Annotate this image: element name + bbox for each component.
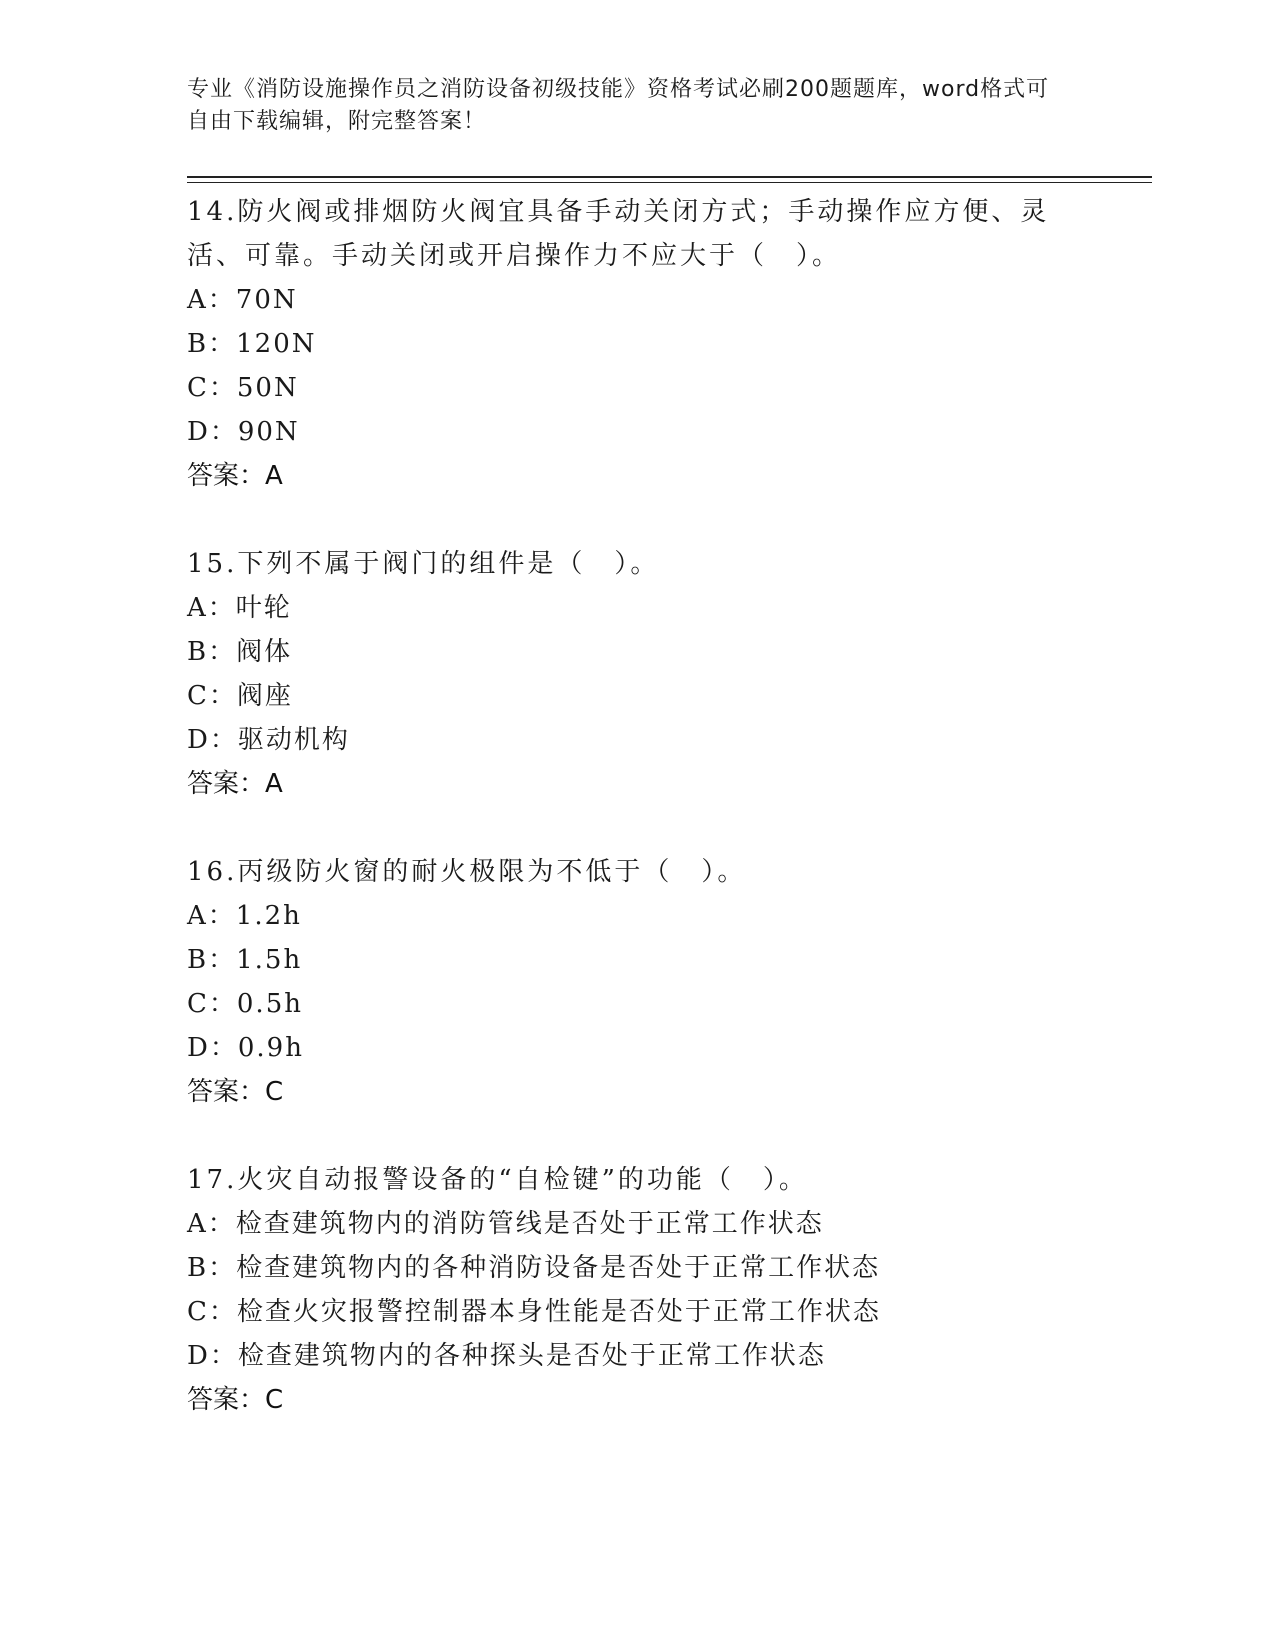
answer-line: 答案：C [187, 1385, 284, 1415]
option-a: A：1.2h [187, 901, 302, 931]
option-d: D：检查建筑物内的各种探头是否处于正常工作状态 [187, 1341, 826, 1371]
option-a: A：检查建筑物内的消防管线是否处于正常工作状态 [187, 1209, 824, 1239]
option-a: A：70N [187, 285, 298, 315]
question-stem: 17.火灾自动报警设备的“自检键”的功能（ ）。 [187, 1165, 808, 1195]
question-stem: 16.丙级防火窗的耐火极限为不低于（ ）。 [187, 857, 747, 887]
header-divider-thin [187, 182, 1152, 183]
option-b: B：阀体 [187, 637, 293, 667]
option-c: C：0.5h [187, 989, 303, 1019]
option-d: D：0.9h [187, 1033, 304, 1063]
option-d: D：驱动机构 [187, 725, 350, 755]
question-stem: 15.下列不属于阀门的组件是（ ）。 [187, 549, 660, 579]
option-c: C：50N [187, 373, 299, 403]
option-b: B：1.5h [187, 945, 303, 975]
question-14 [187, 190, 1087, 498]
header-divider-thick [187, 176, 1152, 178]
question-stem: 14.防火阀或排烟防火阀宜具备手动关闭方式；手动操作应方便、灵活、可靠。手动关闭或开启操作力不应大于（ ）。 [187, 197, 1050, 271]
option-b: B：检查建筑物内的各种消防设备是否处于正常工作状态 [187, 1253, 881, 1283]
question-17 [187, 1158, 1087, 1422]
answer-line: 答案：C [187, 1077, 284, 1107]
question-15 [187, 542, 1087, 806]
document-header: 专业《消防设施操作员之消防设备初级技能》资格考试必刷200题题库，word格式可自由下载编辑，附完整答案！ [187, 77, 1050, 134]
option-d: D：90N [187, 417, 300, 447]
option-c: C：检查火灾报警控制器本身性能是否处于正常工作状态 [187, 1297, 881, 1327]
question-list [187, 190, 1087, 1466]
option-a: A：叶轮 [187, 593, 292, 623]
option-b: B：120N [187, 329, 317, 359]
answer-line: 答案：A [187, 769, 283, 799]
answer-line: 答案：A [187, 461, 283, 491]
question-16 [187, 850, 1087, 1114]
option-c: C：阀座 [187, 681, 293, 711]
